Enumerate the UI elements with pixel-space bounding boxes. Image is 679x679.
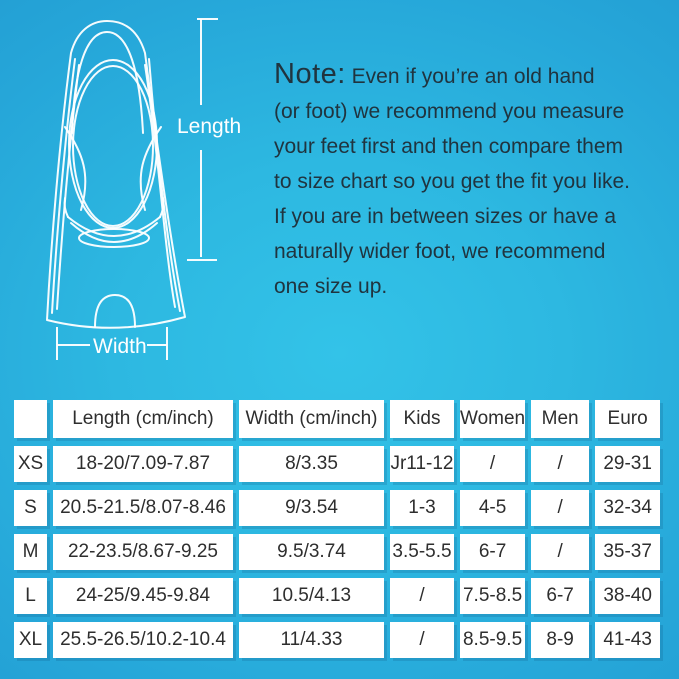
width-dimension-line (57, 327, 167, 360)
cell-men: / (531, 490, 589, 526)
length-label: Length (177, 115, 242, 138)
cell-width: 11/4.33 (239, 622, 384, 658)
cell-kids: 3.5-5.5 (390, 534, 454, 570)
length-dimension-line (177, 19, 241, 260)
cell-size: S (14, 490, 47, 526)
cell-men: / (531, 534, 589, 570)
cell-euro: 32-34 (595, 490, 660, 526)
header-size (14, 400, 47, 438)
cell-width: 10.5/4.13 (239, 578, 384, 614)
cell-length: 25.5-26.5/10.2-10.4 (53, 622, 233, 658)
cell-width: 8/3.35 (239, 446, 384, 482)
cell-kids: 1-3 (390, 490, 454, 526)
cell-euro: 29-31 (595, 446, 660, 482)
note-line-7: one size up. (274, 275, 388, 298)
width-label: Width (93, 335, 147, 358)
header-women: Women (460, 400, 525, 438)
header-kids: Kids (390, 400, 454, 438)
cell-size: XS (14, 446, 47, 482)
cell-kids: Jr11-12 (390, 446, 454, 482)
header-row (14, 400, 660, 438)
note-section (274, 57, 676, 304)
swim-fin-outline-icon (47, 21, 185, 328)
header-width: Width (cm/inch) (239, 400, 384, 438)
cell-women: / (460, 446, 525, 482)
cell-men: 8-9 (531, 622, 589, 658)
cell-length: 20.5-21.5/8.07-8.46 (53, 490, 233, 526)
swim-fin-diagram (35, 5, 265, 380)
cell-men: / (531, 446, 589, 482)
note-line-6: naturally wider foot, we recommend (274, 240, 606, 263)
cell-women: 4-5 (460, 490, 525, 526)
size-chart-table (8, 392, 666, 666)
note-label: Note: (274, 58, 346, 90)
cell-width: 9/3.54 (239, 490, 384, 526)
cell-length: 24-25/9.45-9.84 (53, 578, 233, 614)
cell-women: 6-7 (460, 534, 525, 570)
note-line-1: Even if you’re an old hand (351, 65, 595, 88)
note-line-5: If you are in between sizes or have a (274, 205, 617, 228)
header-length: Length (cm/inch) (53, 400, 233, 438)
cell-euro: 41-43 (595, 622, 660, 658)
cell-kids: / (390, 622, 454, 658)
table-row-xs (14, 446, 660, 482)
cell-width: 9.5/3.74 (239, 534, 384, 570)
cell-men: 6-7 (531, 578, 589, 614)
note-line-2: (or foot) we recommend you measure (274, 100, 625, 123)
table-row-m (14, 534, 660, 570)
cell-size: L (14, 578, 47, 614)
cell-length: 18-20/7.09-7.87 (53, 446, 233, 482)
table-row-l (14, 578, 660, 614)
cell-women: 7.5-8.5 (460, 578, 525, 614)
header-men: Men (531, 400, 589, 438)
table-row-s (14, 490, 660, 526)
table-row-xl (14, 622, 660, 658)
cell-length: 22-23.5/8.67-9.25 (53, 534, 233, 570)
cell-women: 8.5-9.5 (460, 622, 525, 658)
cell-size: M (14, 534, 47, 570)
cell-kids: / (390, 578, 454, 614)
cell-euro: 35-37 (595, 534, 660, 570)
note-line-4: to size chart so you get the fit you like. (274, 170, 631, 193)
cell-size: XL (14, 622, 47, 658)
header-euro: Euro (595, 400, 660, 438)
note-line-3: your feet first and then compare them (274, 135, 624, 158)
cell-euro: 38-40 (595, 578, 660, 614)
